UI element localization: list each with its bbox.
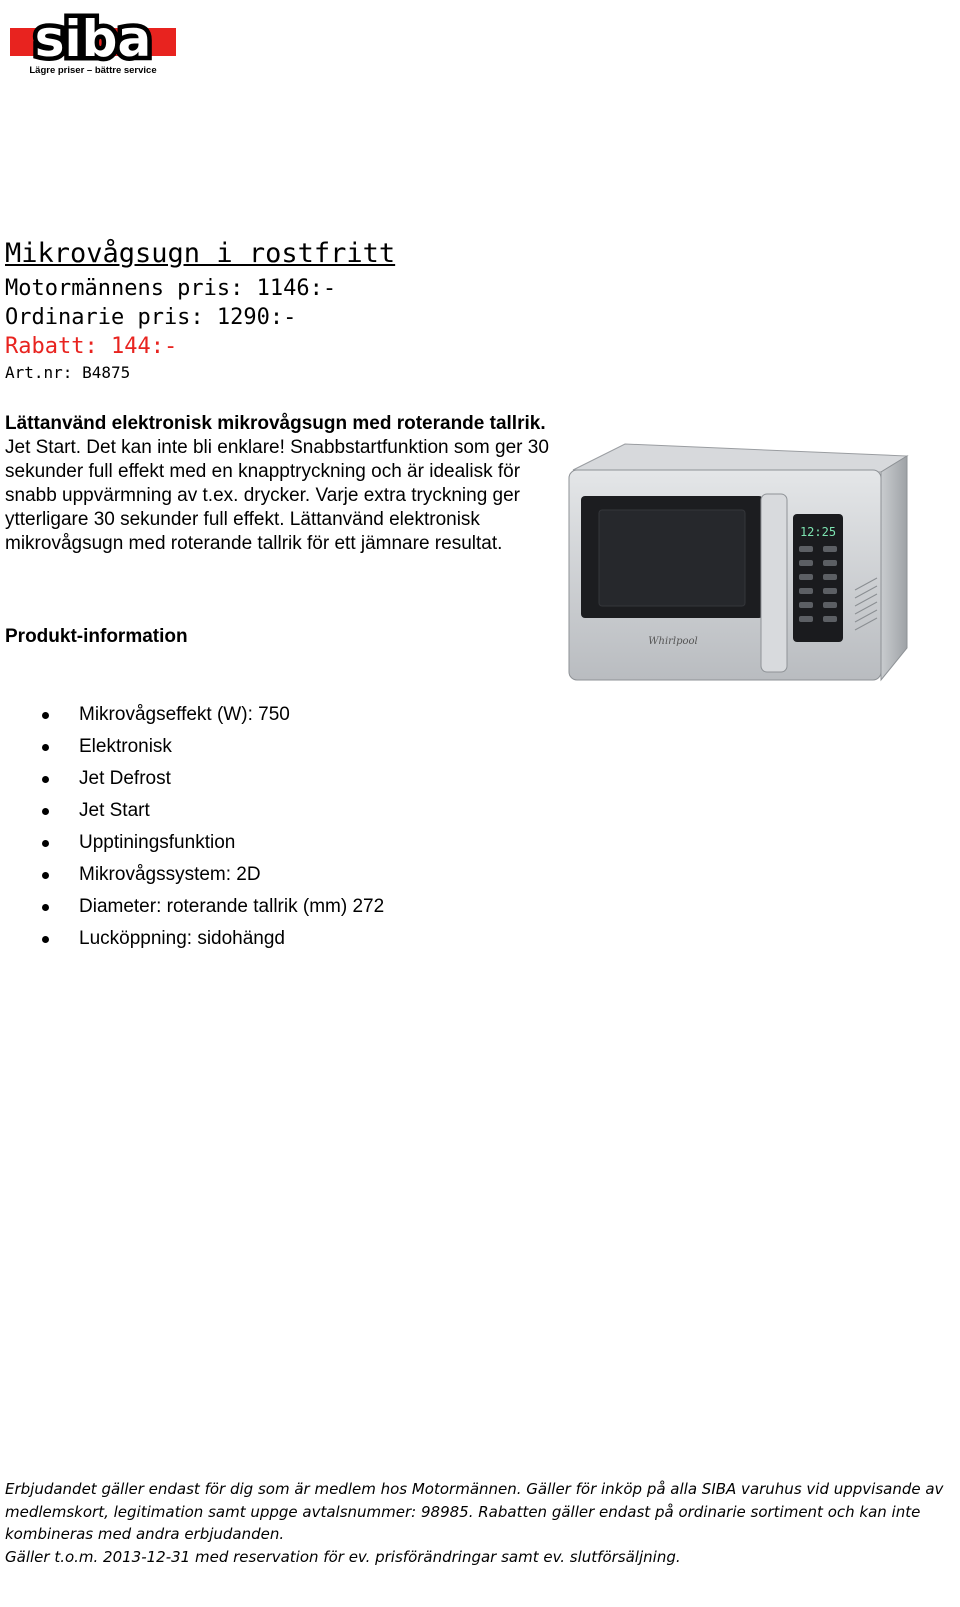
bullet-icon bbox=[42, 712, 49, 719]
feature-item: Jet Start bbox=[0, 798, 384, 830]
logo-wordmark: siba bbox=[34, 10, 152, 68]
feature-item: Upptiningsfunktion bbox=[0, 830, 384, 862]
bullet-icon bbox=[42, 776, 49, 783]
regular-price: Ordinarie pris: 1290:- bbox=[5, 305, 297, 330]
microwave-brand-mark: Whirlpool bbox=[648, 636, 698, 647]
microwave-display: 12:25 bbox=[799, 525, 837, 539]
feature-item: Lucköppning: sidohängd bbox=[0, 926, 384, 958]
feature-item: Mikrovågssystem: 2D bbox=[0, 862, 384, 894]
microwave-window-inner bbox=[599, 510, 745, 606]
feature-list bbox=[0, 702, 384, 958]
article-number: Art.nr: B4875 bbox=[5, 363, 131, 382]
bullet-icon bbox=[42, 744, 49, 751]
logo-tagline: Lägre priser – bättre service bbox=[29, 65, 157, 76]
feature-item: Diameter: roterande tallrik (mm) 272 bbox=[0, 894, 384, 926]
bullet-icon bbox=[42, 808, 49, 815]
discount-price: Rabatt: 144:- bbox=[5, 334, 178, 359]
product-title: Mikrovågsugn i rostfritt bbox=[5, 238, 396, 269]
offer-terms bbox=[5, 1478, 950, 1568]
microwave-top bbox=[573, 444, 907, 472]
offer-terms-text: Erbjudandet gäller endast för dig som är medlem hos Motormännen. Gäller för inköp på alla SIBA varuhus vid uppvisande av medlemskort, legitimation samt uppge avtalsnummer: 98985. Rabatten gäller endast på ordinarie sortiment och kan inte kombineras med andra erbjudanden. bbox=[5, 1480, 944, 1543]
microwave-image bbox=[565, 440, 910, 685]
microwave-side bbox=[881, 456, 907, 680]
bullet-icon bbox=[42, 936, 49, 943]
product-info-heading: Produkt-information bbox=[5, 626, 188, 647]
siba-logo bbox=[10, 6, 180, 78]
offer-validity: Gäller t.o.m. 2013-12-31 med reservation för ev. prisförändringar samt ev. slutförsäljning. bbox=[5, 1547, 681, 1566]
feature-item: Jet Defrost bbox=[0, 766, 384, 798]
bullet-icon bbox=[42, 904, 49, 911]
member-price: Motormännens pris: 1146:- bbox=[5, 276, 337, 301]
feature-item: Elektronisk bbox=[0, 734, 384, 766]
description-body: Jet Start. Det kan inte bli enklare! Snabbstartfunktion som ger 30 sekunder full effekt med en knapptryckning och är idealisk för snabb uppvärmning av t.ex. drycker. Varje extra tryckning ger ytterligare 30 sekunder full effekt. Lättanvänd elektronisk mikrovågsugn med roterande tallrik för ett jämnare resultat. bbox=[5, 437, 549, 554]
bullet-icon bbox=[42, 840, 49, 847]
description-heading: Lättanvänd elektronisk mikrovågsugn med roterande tallrik. bbox=[5, 413, 546, 434]
feature-item: Mikrovågseffekt (W): 750 bbox=[0, 702, 384, 734]
microwave-handle bbox=[761, 494, 787, 672]
product-description bbox=[5, 412, 550, 556]
bullet-icon bbox=[42, 872, 49, 879]
